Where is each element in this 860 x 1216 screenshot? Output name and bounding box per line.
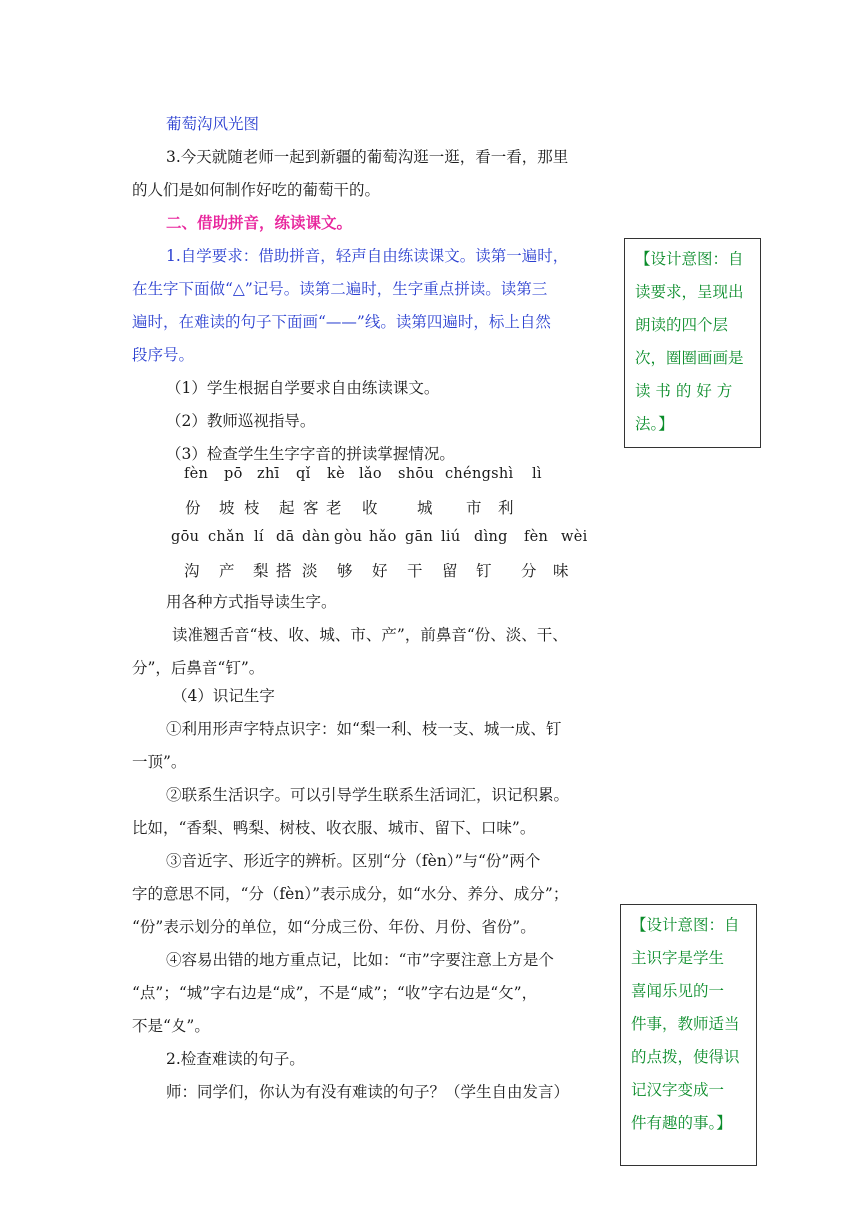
paragraph-line: 师：同学们，你认为有没有难读的句子？（学生自由发言） — [166, 1083, 570, 1101]
paragraph-line: （1）学生根据自学要求自由练读课文。 — [166, 379, 440, 397]
hanzi: 留 — [442, 562, 458, 580]
hanzi: 味 — [553, 562, 569, 580]
pinyin: fèn — [524, 529, 549, 545]
note-line: 记汉字变成一 — [631, 1081, 725, 1099]
note-line: 的点拨，使得识 — [631, 1048, 740, 1066]
pinyin: hǎo — [369, 529, 397, 545]
hanzi: 好 — [372, 562, 388, 580]
hanzi: 钉 — [476, 562, 492, 580]
paragraph-line: （3）检查学生生字字音的拼读掌握情况。 — [166, 445, 455, 463]
note-line: 喜闻乐见的一 — [631, 982, 725, 1000]
paragraph-line: 在生字下面做“△”记号。读第二遍时，生字重点拼读。读第三 — [132, 280, 548, 298]
pinyin: gòu — [334, 529, 363, 545]
paragraph-line: （4）识记生字 — [172, 687, 275, 705]
pinyin: gān — [405, 529, 434, 545]
paragraph-line: 遍时，在难读的句子下面画“——”线。读第四遍时，标上自然 — [132, 313, 551, 331]
paragraph-line: 字的意思不同，“分（fèn）”表示成分，如“水分、养分、成分”； — [132, 885, 569, 903]
paragraph-line: 分”，后鼻音“钉”。 — [132, 659, 265, 677]
paragraph-line: 2.检查难读的句子。 — [166, 1050, 305, 1068]
pinyin: chéngshì — [445, 466, 514, 482]
note-line: 主识字是学生 — [631, 949, 725, 967]
note-line: 件有趣的事。】 — [631, 1114, 732, 1132]
paragraph-line: “点”；“城”字右边是“成”，不是“咸”；“收”字右边是“攵”， — [132, 984, 538, 1002]
paragraph-line: 段序号。 — [132, 346, 195, 364]
paragraph-line: ③音近字、形近字的辨析。区别“分（fèn）”与“份”两个 — [166, 852, 541, 870]
paragraph-line: ①利用形声字特点识字：如“梨一利、枝一支、城一成、钉 — [166, 720, 562, 738]
paragraph-line: ②联系生活识字。可以引导学生联系生活词汇，识记积累。 — [166, 786, 570, 804]
hanzi: 老 — [326, 499, 342, 517]
note-line: 次，圈圈画画是 — [635, 349, 744, 367]
note-line: 朗读的四个层 — [635, 316, 729, 334]
pinyin: lǎo — [359, 466, 382, 482]
hanzi: 客 — [303, 499, 319, 517]
hanzi: 淡 — [302, 562, 318, 580]
hanzi: 分 — [521, 562, 537, 580]
paragraph-line: 比如，“香梨、鸭梨、树枝、收衣服、城市、留下、口味”。 — [132, 819, 536, 837]
paragraph-line: （2）教师巡视指导。 — [166, 412, 316, 430]
hanzi: 梨 — [253, 562, 269, 580]
pinyin: shōu — [398, 466, 435, 482]
pinyin: dàn — [302, 529, 331, 545]
design-intent-note — [624, 238, 761, 448]
paragraph-line: 1.自学要求：借助拼音，轻声自由练读课文。读第一遍时， — [166, 247, 569, 265]
pinyin: qǐ — [296, 466, 311, 482]
paragraph-line: 的人们是如何制作好吃的葡萄干的。 — [132, 181, 381, 199]
pinyin: lí — [254, 529, 264, 545]
paragraph-line: 用各种方式指导读生字。 — [166, 593, 337, 611]
pinyin: fèn — [184, 466, 209, 482]
pinyin: pō — [224, 466, 243, 482]
hanzi: 城 — [417, 499, 433, 517]
hanzi: 枝 — [244, 499, 260, 517]
paragraph-line: 读准翘舌音“枝、收、城、市、产”，前鼻音“份、淡、干、 — [172, 626, 568, 644]
section-heading: 二、借助拼音，练读课文。 — [166, 213, 353, 232]
note-line: 读 书 的 好 方 — [635, 382, 733, 400]
hanzi: 够 — [337, 562, 353, 580]
pinyin: chǎn — [208, 529, 245, 545]
pinyin: wèi — [561, 529, 588, 545]
hanzi: 收 — [362, 499, 378, 517]
paragraph-line: ④容易出错的地方重点记，比如：“市”字要注意上方是个 — [166, 951, 554, 969]
paragraph-line: 一顶”。 — [132, 753, 187, 771]
paragraph-line: 不是“夊”。 — [132, 1017, 210, 1035]
design-intent-note — [620, 904, 757, 1166]
hanzi: 产 — [219, 562, 235, 580]
hanzi: 干 — [407, 562, 423, 580]
hanzi: 坡 — [219, 499, 235, 517]
hanzi: 市 — [466, 499, 482, 517]
pinyin: kè — [327, 466, 345, 482]
paragraph-line: “份”表示划分的单位，如“分成三份、年份、月份、省份”。 — [132, 918, 536, 936]
pinyin: lì — [532, 466, 542, 482]
note-line: 读要求，呈现出 — [635, 283, 744, 301]
hanzi: 起 — [279, 499, 295, 517]
pinyin: liú — [441, 529, 461, 545]
note-line: 【设计意图：自 — [631, 916, 740, 934]
hanzi: 搭 — [276, 562, 292, 580]
note-line: 件事，教师适当 — [631, 1015, 740, 1033]
note-line: 【设计意图：自 — [635, 250, 744, 268]
paragraph-line: 3.今天就随老师一起到新疆的葡萄沟逛一逛，看一看，那里 — [166, 148, 569, 166]
pinyin: gōu — [171, 529, 200, 545]
hanzi: 沟 — [184, 562, 200, 580]
note-line: 法。】 — [635, 415, 674, 433]
pinyin: zhī — [257, 466, 280, 482]
hanzi: 份 — [185, 499, 201, 517]
pinyin: dā — [276, 529, 295, 545]
hanzi: 利 — [498, 499, 514, 517]
figure-caption: 葡萄沟风光图 — [166, 115, 260, 133]
pinyin: dìng — [474, 529, 508, 545]
